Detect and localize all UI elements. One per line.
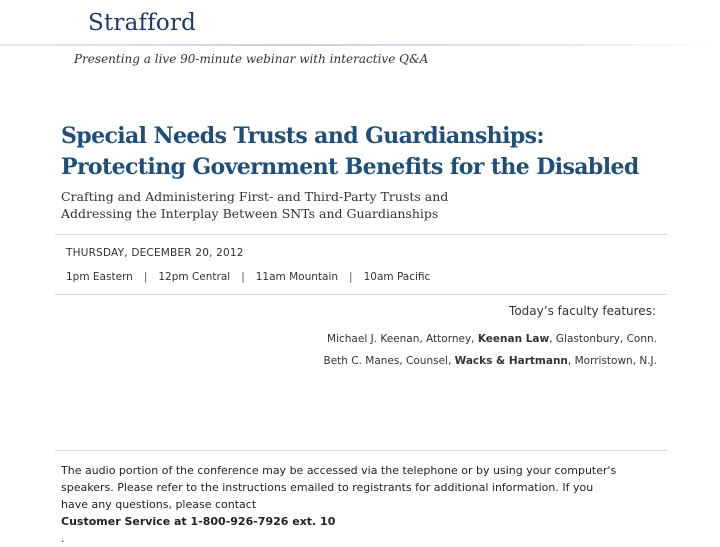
divider-bottom <box>55 450 667 451</box>
footer-contact-prefix: have any questions, please contact <box>61 498 257 511</box>
subtitle-line-2: Addressing the Interplay Between SNTs and Guardianships <box>61 206 439 221</box>
webinar-title <box>61 121 711 183</box>
strafford-logo: Strafford <box>88 10 197 36</box>
faculty-name-title: Beth C. Manes, Counsel, <box>323 355 455 367</box>
time-separator: | <box>349 271 353 283</box>
time-central: 12pm Central <box>158 271 231 283</box>
audio-instructions <box>61 462 661 547</box>
faculty-name-title: Michael J. Keenan, Attorney, <box>327 333 478 345</box>
tagline: Presenting a live 90-minute webinar with interactive Q&A <box>74 52 429 66</box>
footer-line-1: The audio portion of the conference may be accessed via the telephone or by using your computer's <box>61 464 617 477</box>
title-line-1: Special Needs Trusts and Guardianships: <box>61 123 544 149</box>
time-separator: | <box>143 271 148 283</box>
time-pacific: 10am Pacific <box>363 271 431 283</box>
divider-top <box>55 234 667 235</box>
time-separator: | <box>241 271 245 283</box>
divider-middle <box>55 294 667 295</box>
title-line-2: Protecting Government Benefits for the Disabled <box>61 154 639 180</box>
footer-line-3 <box>61 496 661 547</box>
faculty-heading: Today’s faculty features: <box>509 304 656 318</box>
webinar-date: THURSDAY, DECEMBER 20, 2012 <box>66 247 244 259</box>
footer-line-2: speakers. Please refer to the instructions emailed to registrants for additional information. If you <box>61 481 594 494</box>
faculty-location: , Glastonbury, Conn. <box>549 333 657 345</box>
footer-contact-suffix: . <box>61 532 65 545</box>
webinar-times <box>66 271 430 283</box>
faculty-member-manes <box>324 355 657 367</box>
webinar-subtitle <box>61 188 621 222</box>
faculty-location: , Morristown, N.J. <box>567 355 657 367</box>
faculty-firm: Wacks & Hartmann <box>454 355 568 367</box>
subtitle-line-1: Crafting and Administering First- and Third-Party Trusts and <box>61 189 449 204</box>
time-eastern: 1pm Eastern <box>66 271 133 283</box>
faculty-firm: Keenan Law <box>477 333 550 345</box>
customer-service-contact: Customer Service at 1-800-926-7926 ext. 10 <box>61 515 336 528</box>
header-divider <box>0 44 720 46</box>
time-mountain: 11am Mountain <box>255 271 339 283</box>
faculty-member-keenan <box>327 333 657 345</box>
